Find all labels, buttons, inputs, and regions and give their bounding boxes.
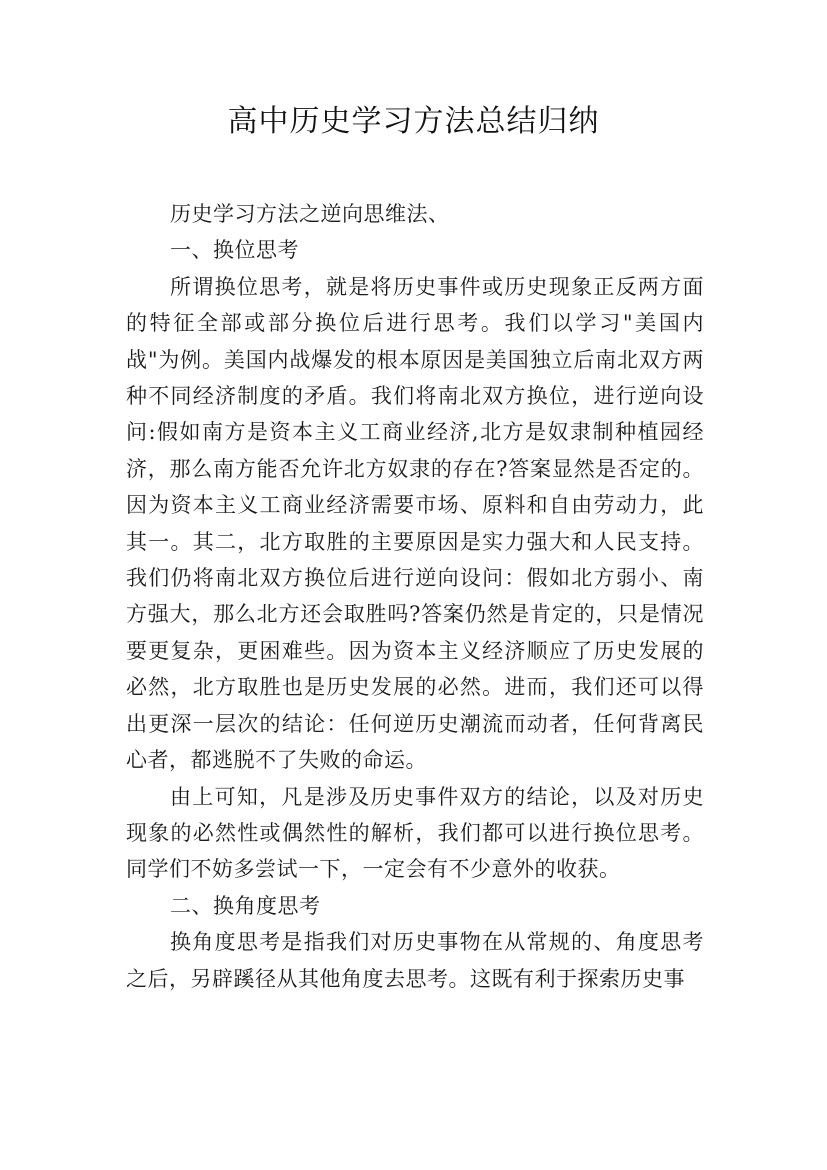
section-heading-1: 一、换位思考 <box>170 238 299 263</box>
document-body <box>126 196 704 997</box>
document-title: 高中历史学习方法总结归纳 <box>227 104 600 139</box>
paragraph: 由上可知，凡是涉及历史事件双方的结论，以及对历史现象的必然性或偶然性的解析，我们都可以进行换位思考。同学们不妨多尝试一下，一定会有不少意外的收获。 <box>126 784 704 882</box>
paragraph-method-heading: 历史学习方法之逆向思维法、 <box>170 202 450 226</box>
section-heading-2: 二、换角度思考 <box>170 893 321 918</box>
paragraph: 换角度思考是指我们对历史事物在从常规的、角度思考之后，另辟蹊径从其他角度去思考。这既有利于探索历史事 <box>126 930 704 991</box>
paragraph: 所谓换位思考，就是将历史事件或历史现象正反两方面的特征全部或部分换位后进行思考。我们以学习"美国内战"为例。美国内战爆发的根本原因是美国独立后南北双方两种不同经济制度的矛盾。我们将南北双方换位，进行逆向设问:假如南方是资本主义工商业经济,北方是奴隶制种植园经济，那么南方能否允许北方奴隶的存在?答案显然是否定的。因为资本主义工商业经济需要市场、原料和自由劳动力，此其一。其二，北方取胜的主要原因是实力强大和人民支持。我们仍将南北双方换位后进行逆向设问：假如北方弱小、南方强大，那么北方还会取胜吗?答案仍然是肯定的，只是情况要更复杂，更困难些。因为资本主义经济顺应了历史发展的必然，北方取胜也是历史发展的必然。进而，我们还可以得出更深一层次的结论：任何逆历史潮流而动者，任何背离民心者，都逃脱不了失败的命运。 <box>126 274 704 773</box>
